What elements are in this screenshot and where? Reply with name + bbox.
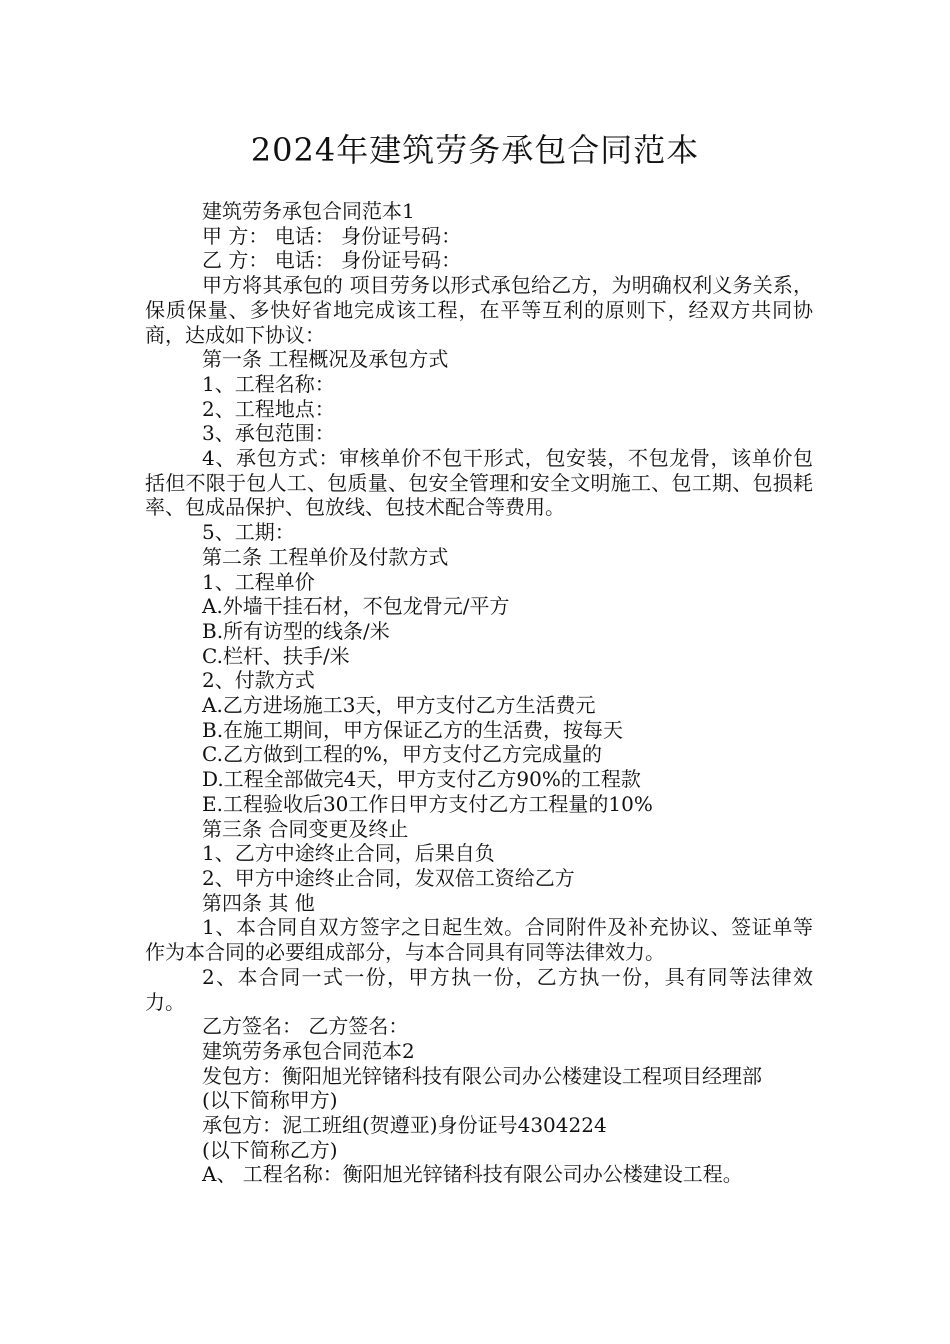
- clause-line: D.工程全部做完4天，甲方支付乙方90%的工程款: [202, 767, 641, 792]
- clause-line: A.外墙干挂石材，不包龙骨元/平方: [202, 594, 510, 619]
- party-b-line: 乙 方： 电话： 身份证号码：: [202, 248, 462, 273]
- clause-line: 1、乙方中途终止合同，后果自负: [202, 841, 495, 866]
- clause-line: 3、承包范围：: [202, 421, 335, 446]
- section-heading: 建筑劳务承包合同范本2: [202, 1038, 415, 1063]
- clause-line: 2、甲方中途终止合同，发双倍工资给乙方: [202, 865, 575, 890]
- clause-line: E.工程验收后30工作日甲方支付乙方工程量的10%: [202, 791, 653, 816]
- clause-line: C.栏杆、扶手/米: [202, 643, 350, 668]
- clause-line: 2、付款方式: [202, 668, 315, 693]
- document-body: [145, 199, 813, 1187]
- clause-line: B.在施工期间，甲方保证乙方的生活费，按每天: [202, 717, 624, 742]
- clause-line: A.乙方进场施工3天，甲方支付乙方生活费元: [202, 693, 596, 718]
- signature-line: 乙方签名： 乙方签名：: [202, 1014, 409, 1039]
- employer-line: 发包方：衡阳旭光锌锗科技有限公司办公楼建设工程项目经理部: [202, 1063, 762, 1088]
- document-title: 2024年建筑劳务承包合同范本: [250, 131, 700, 169]
- clause-paragraph: 4、承包方式：审核单价不包干形式，包安装，不包龙骨，该单价包括但不限于包人工、包质量、包安全管理和安全文明施工、包工期、包损耗率、包成品保护、包放线、包技术配合等费用。: [145, 446, 813, 520]
- clause-line: 1、工程单价: [202, 569, 315, 594]
- contractor-line: 承包方：泥工班组(贺遵亚)身份证号4304224: [202, 1113, 607, 1138]
- clause-line: B.所有访型的线条/米: [202, 618, 390, 643]
- intro-paragraph: 甲方将其承包的 项目劳务以形式承包给乙方，为明确权利义务关系，保质保量、多快好省地完成该工程，在平等互利的原则下，经双方共同协商，达成如下协议：: [145, 273, 813, 347]
- clause-paragraph: 1、本合同自双方签字之日起生效。合同附件及补充协议、签证单等作为本合同的必要组成部分，与本合同具有同等法律效力。: [145, 915, 813, 965]
- clause-line: 1、工程名称：: [202, 371, 335, 396]
- clause-paragraph: 2、本合同一式一份，甲方执一份，乙方执一份，具有同等法律效力。: [145, 964, 813, 1014]
- clause-line: C.乙方做到工程的%，甲方支付乙方完成量的: [202, 742, 602, 767]
- party-a-line: 甲 方： 电话： 身份证号码：: [202, 223, 462, 248]
- article-heading: 第二条 工程单价及付款方式: [202, 544, 449, 569]
- clause-line: 2、工程地点：: [202, 396, 335, 421]
- clause-line: 5、工期：: [202, 520, 295, 545]
- article-heading: 第三条 合同变更及终止: [202, 816, 409, 841]
- project-name-line: A、 工程名称：衡阳旭光锌锗科技有限公司办公楼建设工程。: [202, 1162, 743, 1187]
- article-heading: 第一条 工程概况及承包方式: [202, 347, 449, 372]
- article-heading: 第四条 其 他: [202, 890, 315, 915]
- section-heading: 建筑劳务承包合同范本1: [202, 199, 415, 223]
- abbreviation-note: (以下简称乙方): [202, 1137, 338, 1162]
- abbreviation-note: (以下简称甲方): [202, 1088, 338, 1113]
